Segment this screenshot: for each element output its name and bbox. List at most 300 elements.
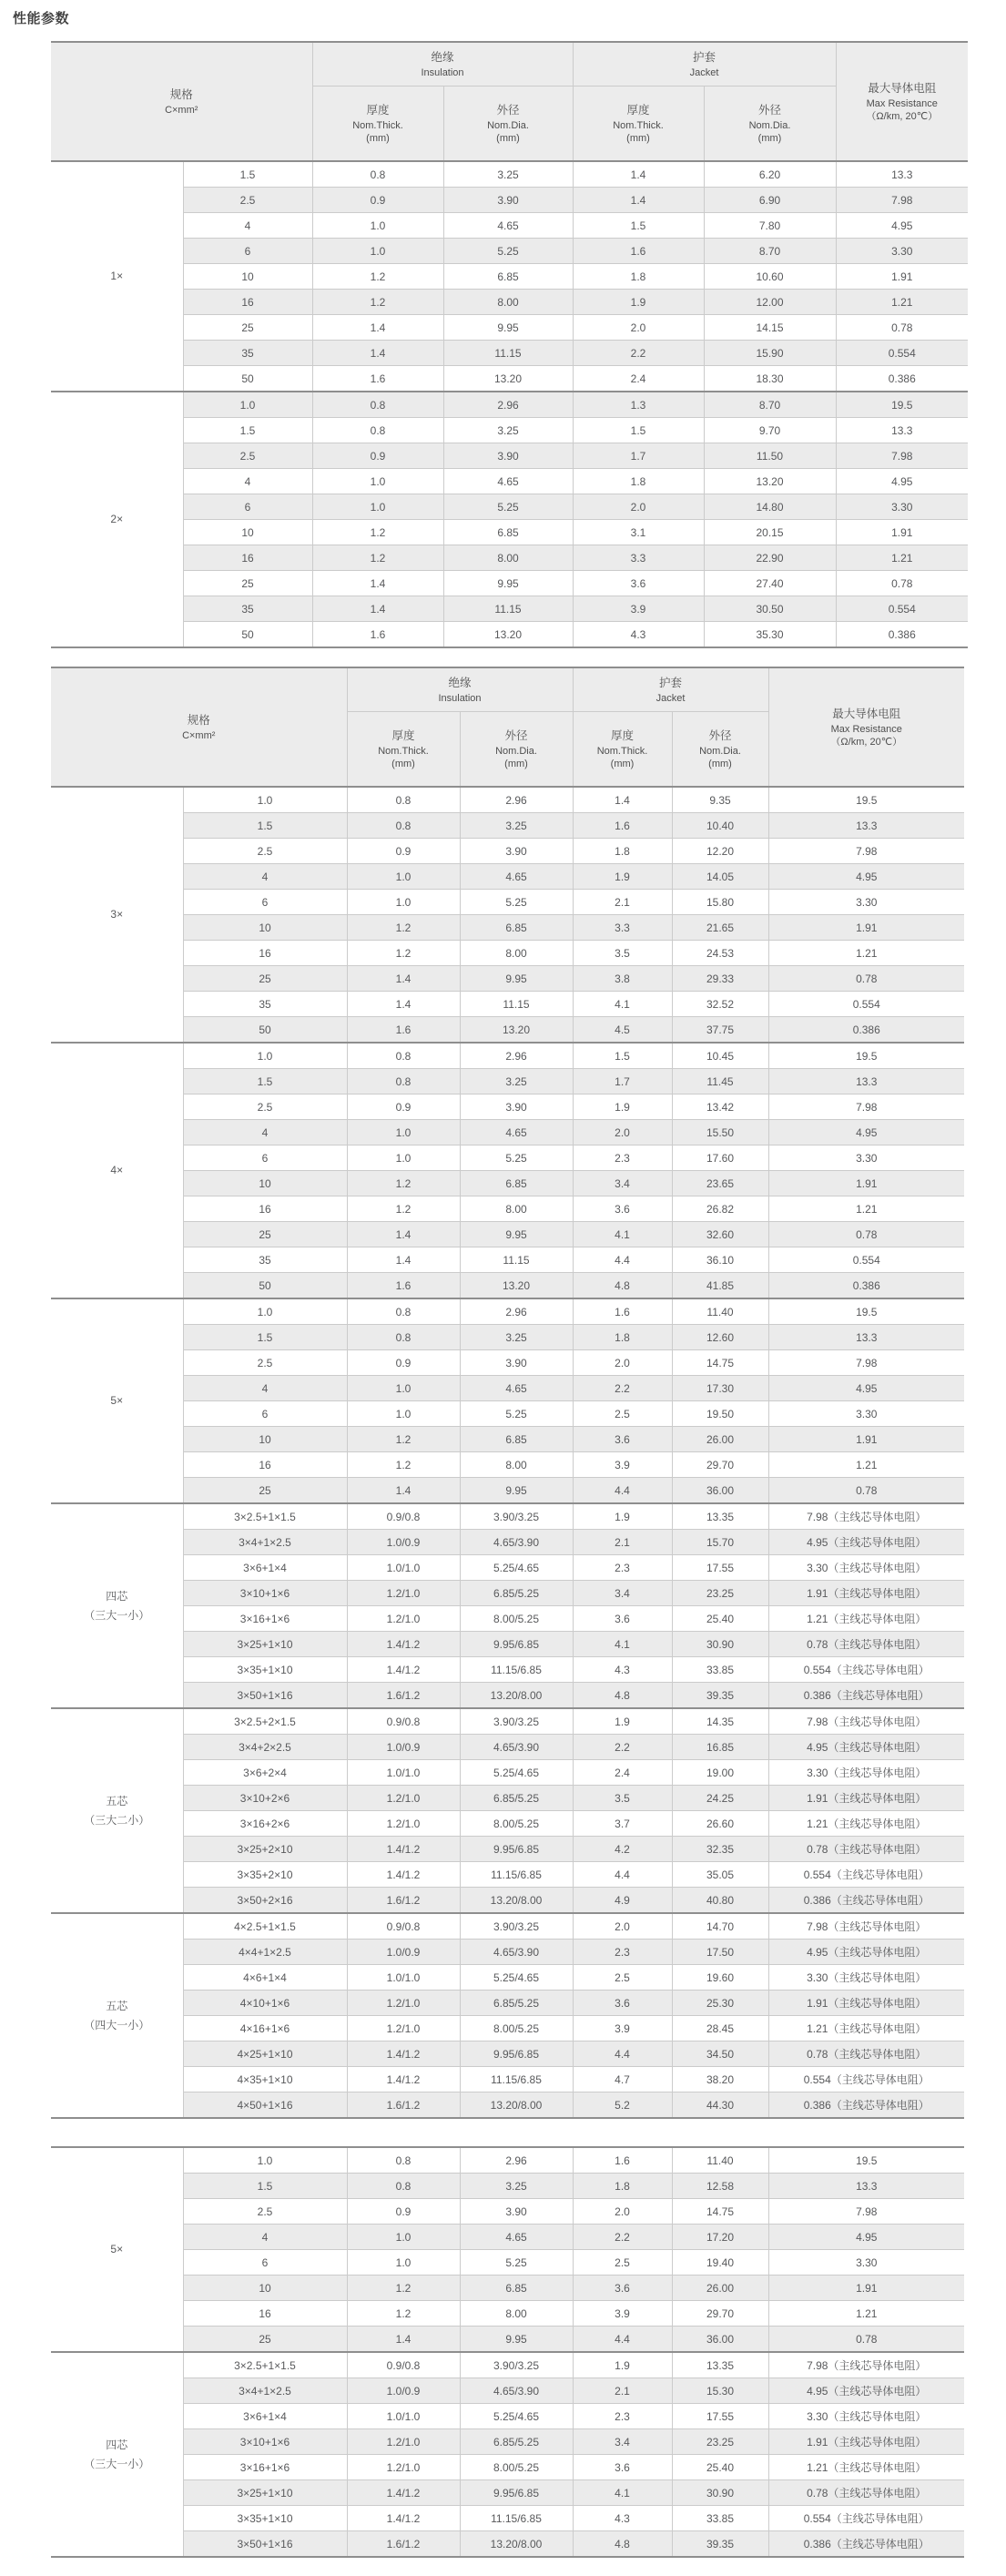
spec-size-cell: 4×16+1×6 xyxy=(183,2016,347,2041)
insulation-dia-cell: 5.25/4.65 xyxy=(460,1965,573,1991)
table-row xyxy=(51,520,968,545)
section-label-cell: 5× xyxy=(51,1298,183,1503)
insulation-dia-cell: 6.85 xyxy=(460,915,573,941)
max-resistance-cell: 0.554（主线芯导体电阻） xyxy=(768,2067,964,2092)
max-resistance-cell: 1.21 xyxy=(768,1196,964,1222)
insulation-dia-cell: 2.96 xyxy=(460,2147,573,2174)
insulation-dia-cell: 11.15 xyxy=(460,1247,573,1273)
jacket-dia-cell: 17.55 xyxy=(672,2404,768,2429)
max-resistance-cell: 13.3 xyxy=(768,1325,964,1350)
table-row xyxy=(51,2147,964,2174)
table-row xyxy=(51,1581,964,1606)
max-resistance-cell: 0.78（主线芯导体电阻） xyxy=(768,2041,964,2067)
jacket-dia-cell: 17.55 xyxy=(672,1555,768,1581)
insulation-thickness-cell: 0.9/0.8 xyxy=(347,1503,460,1530)
spec-size-cell: 1.0 xyxy=(183,1043,347,1069)
insulation-dia-cell: 4.65 xyxy=(443,213,573,239)
table-row xyxy=(51,290,968,315)
max-resistance-cell: 0.554（主线芯导体电阻） xyxy=(768,1657,964,1683)
insulation-dia-cell: 6.85/5.25 xyxy=(460,1991,573,2016)
jacket-thickness-cell: 2.3 xyxy=(573,1940,672,1965)
insulation-thickness-cell: 0.9 xyxy=(347,1350,460,1376)
insulation-thickness-header: 厚度 Nom.Thick. (mm) xyxy=(347,712,460,788)
max-resistance-cell: 13.3 xyxy=(836,418,968,443)
insulation-thickness-cell: 1.2/1.0 xyxy=(347,1991,460,2016)
table-row xyxy=(51,2067,964,2092)
jacket-thickness-cell: 2.2 xyxy=(573,1735,672,1760)
insulation-dia-cell: 11.15/6.85 xyxy=(460,2506,573,2531)
insulation-thickness-cell: 0.8 xyxy=(347,787,460,813)
jacket-thickness-cell: 1.8 xyxy=(573,1325,672,1350)
jacket-dia-cell: 33.85 xyxy=(672,1657,768,1683)
table-row xyxy=(51,2327,964,2353)
spec-size-cell: 3×35+1×10 xyxy=(183,2506,347,2531)
spec-size-cell: 35 xyxy=(183,1247,347,1273)
table-row xyxy=(51,1632,964,1657)
table-row xyxy=(51,1273,964,1299)
spec-size-cell: 1.0 xyxy=(183,392,312,418)
jacket-thickness-cell: 4.8 xyxy=(573,1273,672,1299)
jacket-thickness-cell: 1.8 xyxy=(573,469,704,494)
jacket-dia-cell: 14.75 xyxy=(672,2199,768,2225)
spec-size-cell: 4 xyxy=(183,469,312,494)
spec-size-cell: 3×2.5+1×1.5 xyxy=(183,2352,347,2378)
section-label-cell: 四芯 （三大一小） xyxy=(51,1503,183,1708)
insulation-thickness-cell: 1.6/1.2 xyxy=(347,2092,460,2119)
insulation-dia-cell: 3.90 xyxy=(443,443,573,469)
spec-size-cell: 2.5 xyxy=(183,839,347,864)
insulation-thickness-cell: 1.6/1.2 xyxy=(347,2531,460,2558)
jacket-dia-cell: 24.53 xyxy=(672,941,768,966)
spec-size-cell: 1.5 xyxy=(183,161,312,188)
spec-size-cell: 1.0 xyxy=(183,2147,347,2174)
jacket-thickness-cell: 3.4 xyxy=(573,2429,672,2455)
insulation-thickness-cell: 0.8 xyxy=(347,1069,460,1095)
jacket-thickness-cell: 4.7 xyxy=(573,2067,672,2092)
max-resistance-cell: 3.30（主线芯导体电阻） xyxy=(768,1555,964,1581)
insulation-dia-cell: 3.90 xyxy=(443,188,573,213)
insulation-thickness-cell: 0.9/0.8 xyxy=(347,2352,460,2378)
table-header xyxy=(51,42,968,161)
section-label-cell: 4× xyxy=(51,1043,183,1298)
table-row xyxy=(51,1530,964,1555)
jacket-thickness-cell: 4.9 xyxy=(573,1888,672,1914)
spec-size-cell: 3×6+1×4 xyxy=(183,1555,347,1581)
insulation-thickness-cell: 1.0/1.0 xyxy=(347,1965,460,1991)
table-row xyxy=(51,392,968,418)
jacket-dia-cell: 15.30 xyxy=(672,2378,768,2404)
insulation-thickness-header: 厚度 Nom.Thick. (mm) xyxy=(312,87,443,162)
jacket-dia-cell: 10.45 xyxy=(672,1043,768,1069)
jacket-dia-cell: 35.05 xyxy=(672,1862,768,1888)
max-resistance-cell: 0.78（主线芯导体电阻） xyxy=(768,1837,964,1862)
table-row xyxy=(51,1888,964,1914)
jacket-thickness-cell: 1.6 xyxy=(573,1298,672,1325)
spec-size-cell: 3×50+1×16 xyxy=(183,2531,347,2558)
spec-size-cell: 3×35+2×10 xyxy=(183,1862,347,1888)
jacket-dia-cell: 15.50 xyxy=(672,1120,768,1145)
insulation-dia-cell: 11.15 xyxy=(443,596,573,622)
insulation-dia-cell: 4.65/3.90 xyxy=(460,1735,573,1760)
insulation-thickness-cell: 1.0/1.0 xyxy=(347,1760,460,1786)
jacket-dia-cell: 26.00 xyxy=(672,2276,768,2301)
table-row xyxy=(51,2225,964,2250)
insulation-dia-cell: 6.85 xyxy=(460,2276,573,2301)
table-row xyxy=(51,1069,964,1095)
jacket-thickness-cell: 3.9 xyxy=(573,2016,672,2041)
table-row xyxy=(51,2092,964,2119)
jacket-dia-cell: 6.90 xyxy=(704,188,836,213)
spec-size-cell: 6 xyxy=(183,890,347,915)
jacket-dia-cell: 13.35 xyxy=(672,2352,768,2378)
jacket-thickness-cell: 1.6 xyxy=(573,813,672,839)
insulation-thickness-cell: 1.4 xyxy=(347,1247,460,1273)
spec-size-cell: 1.5 xyxy=(183,2174,347,2199)
jacket-dia-cell: 18.30 xyxy=(704,366,836,392)
insulation-thickness-cell: 1.2 xyxy=(347,1427,460,1452)
insulation-thickness-cell: 1.2/1.0 xyxy=(347,2455,460,2480)
jacket-thickness-cell: 1.6 xyxy=(573,239,704,264)
jacket-thickness-cell: 1.9 xyxy=(573,864,672,890)
jacket-thickness-cell: 2.0 xyxy=(573,1913,672,1940)
table-row xyxy=(51,2480,964,2506)
spec-size-cell: 3×16+1×6 xyxy=(183,2455,347,2480)
spec-size-cell: 1.0 xyxy=(183,1298,347,1325)
table-row xyxy=(51,469,968,494)
insulation-dia-cell: 11.15/6.85 xyxy=(460,2067,573,2092)
spec-size-cell: 16 xyxy=(183,2301,347,2327)
insulation-dia-header: 外径 Nom.Dia. (mm) xyxy=(460,712,573,788)
spec-size-cell: 10 xyxy=(183,1171,347,1196)
max-resistance-cell: 0.554（主线芯导体电阻） xyxy=(768,2506,964,2531)
insulation-dia-cell: 9.95 xyxy=(460,1478,573,1504)
insulation-dia-cell: 4.65 xyxy=(443,469,573,494)
max-resistance-cell: 1.91 xyxy=(836,264,968,290)
spec-size-cell: 3×10+1×6 xyxy=(183,2429,347,2455)
table-row xyxy=(51,1837,964,1862)
table-row xyxy=(51,890,964,915)
spec-size-cell: 2.5 xyxy=(183,1350,347,1376)
jacket-dia-cell: 9.70 xyxy=(704,418,836,443)
table-row xyxy=(51,1965,964,1991)
insulation-thickness-cell: 0.9 xyxy=(312,188,443,213)
jacket-dia-cell: 15.90 xyxy=(704,341,836,366)
insulation-thickness-cell: 1.2 xyxy=(347,1452,460,1478)
max-resistance-cell: 0.554 xyxy=(768,992,964,1017)
jacket-dia-cell: 12.20 xyxy=(672,839,768,864)
jacket-thickness-cell: 4.4 xyxy=(573,2327,672,2353)
spec-size-cell: 4×50+1×16 xyxy=(183,2092,347,2119)
table-row xyxy=(51,596,968,622)
insulation-dia-cell: 5.25 xyxy=(460,2250,573,2276)
jacket-thickness-cell: 2.0 xyxy=(573,2199,672,2225)
max-resistance-cell: 19.5 xyxy=(768,787,964,813)
max-resistance-cell: 0.78 xyxy=(836,315,968,341)
insulation-dia-cell: 3.90 xyxy=(460,839,573,864)
spec-size-cell: 3×6+1×4 xyxy=(183,2404,347,2429)
table-row xyxy=(51,315,968,341)
insulation-thickness-cell: 1.2 xyxy=(312,264,443,290)
jacket-thickness-cell: 1.5 xyxy=(573,213,704,239)
insulation-dia-cell: 3.90/3.25 xyxy=(460,1503,573,1530)
table-row xyxy=(51,239,968,264)
jacket-dia-cell: 19.50 xyxy=(672,1401,768,1427)
table-row xyxy=(51,864,964,890)
table-row xyxy=(51,366,968,392)
spec-size-cell: 25 xyxy=(183,315,312,341)
table-row xyxy=(51,1452,964,1478)
spec-header: 规格 C×mm² xyxy=(51,667,347,787)
spec-size-cell: 25 xyxy=(183,1222,347,1247)
jacket-thickness-cell: 3.3 xyxy=(573,915,672,941)
spec-size-cell: 4 xyxy=(183,213,312,239)
max-resistance-cell: 4.95（主线芯导体电阻） xyxy=(768,2378,964,2404)
jacket-dia-cell: 19.00 xyxy=(672,1760,768,1786)
jacket-dia-cell: 36.00 xyxy=(672,1478,768,1504)
jacket-dia-cell: 20.15 xyxy=(704,520,836,545)
jacket-thickness-cell: 3.6 xyxy=(573,2455,672,2480)
jacket-thickness-cell: 1.7 xyxy=(573,443,704,469)
spec-size-cell: 4 xyxy=(183,2225,347,2250)
insulation-thickness-cell: 0.9/0.8 xyxy=(347,1913,460,1940)
table-row xyxy=(51,966,964,992)
insulation-dia-cell: 3.25 xyxy=(443,418,573,443)
jacket-thickness-cell: 3.5 xyxy=(573,941,672,966)
insulation-thickness-cell: 1.2 xyxy=(347,941,460,966)
spec-size-cell: 16 xyxy=(183,290,312,315)
table-row xyxy=(51,1735,964,1760)
insulation-thickness-cell: 0.8 xyxy=(347,1325,460,1350)
spec-size-cell: 3×2.5+1×1.5 xyxy=(183,1503,347,1530)
max-resistance-cell: 0.386 xyxy=(768,1017,964,1044)
insulation-dia-cell: 3.25 xyxy=(443,161,573,188)
table-row xyxy=(51,1171,964,1196)
max-resistance-cell: 3.30 xyxy=(768,890,964,915)
insulation-thickness-cell: 1.0 xyxy=(347,864,460,890)
max-resistance-cell: 13.3 xyxy=(768,813,964,839)
table-row xyxy=(51,2531,964,2558)
spec-size-cell: 6 xyxy=(183,239,312,264)
jacket-dia-cell: 17.30 xyxy=(672,1376,768,1401)
max-resistance-cell: 19.5 xyxy=(768,2147,964,2174)
jacket-thickness-cell: 4.4 xyxy=(573,1478,672,1504)
jacket-thickness-cell: 1.9 xyxy=(573,290,704,315)
max-resistance-cell: 3.30 xyxy=(836,494,968,520)
spec-size-cell: 25 xyxy=(183,1478,347,1504)
insulation-thickness-cell: 1.0 xyxy=(312,469,443,494)
max-resistance-cell: 19.5 xyxy=(768,1298,964,1325)
jacket-thickness-header: 厚度 Nom.Thick. (mm) xyxy=(573,712,672,788)
insulation-dia-cell: 11.15 xyxy=(460,992,573,1017)
max-resistance-cell: 0.78 xyxy=(768,2327,964,2353)
insulation-dia-cell: 8.00 xyxy=(443,545,573,571)
jacket-dia-cell: 16.85 xyxy=(672,1735,768,1760)
table-row xyxy=(51,1196,964,1222)
max-resistance-cell: 0.386（主线芯导体电阻） xyxy=(768,2092,964,2119)
insulation-thickness-cell: 1.2 xyxy=(347,915,460,941)
insulation-thickness-cell: 0.8 xyxy=(347,1298,460,1325)
table-row xyxy=(51,2429,964,2455)
table-row xyxy=(51,813,964,839)
insulation-dia-cell: 8.00/5.25 xyxy=(460,1811,573,1837)
table-row xyxy=(51,787,964,813)
insulation-dia-cell: 11.15/6.85 xyxy=(460,1862,573,1888)
spec-size-cell: 3×25+2×10 xyxy=(183,1837,347,1862)
jacket-group-header: 护套 Jacket xyxy=(573,42,836,87)
table-row xyxy=(51,2352,964,2378)
jacket-dia-cell: 23.65 xyxy=(672,1171,768,1196)
insulation-dia-cell: 8.00/5.25 xyxy=(460,2455,573,2480)
max-resistance-cell: 0.386 xyxy=(836,622,968,648)
insulation-thickness-cell: 0.9 xyxy=(347,1095,460,1120)
table-row xyxy=(51,1376,964,1401)
max-resistance-cell: 1.21 xyxy=(836,290,968,315)
insulation-dia-cell: 5.25 xyxy=(460,1145,573,1171)
insulation-thickness-cell: 0.8 xyxy=(347,1043,460,1069)
insulation-thickness-cell: 1.4 xyxy=(312,341,443,366)
insulation-thickness-cell: 1.4 xyxy=(347,2327,460,2353)
jacket-dia-cell: 12.60 xyxy=(672,1325,768,1350)
insulation-thickness-cell: 1.2/1.0 xyxy=(347,1786,460,1811)
spec-size-cell: 2.5 xyxy=(183,188,312,213)
jacket-dia-cell: 36.10 xyxy=(672,1247,768,1273)
table-row xyxy=(51,1427,964,1452)
table-body xyxy=(51,161,968,647)
insulation-thickness-cell: 1.0 xyxy=(347,2225,460,2250)
table-row xyxy=(51,2506,964,2531)
max-resistance-cell: 1.91 xyxy=(768,1171,964,1196)
max-resistance-cell: 4.95 xyxy=(836,469,968,494)
jacket-dia-cell: 37.75 xyxy=(672,1017,768,1044)
insulation-dia-cell: 6.85 xyxy=(460,1427,573,1452)
jacket-dia-cell: 21.65 xyxy=(672,915,768,941)
jacket-thickness-cell: 1.9 xyxy=(573,2352,672,2378)
table-row xyxy=(51,2016,964,2041)
insulation-thickness-cell: 1.0 xyxy=(347,1145,460,1171)
spec-size-cell: 10 xyxy=(183,520,312,545)
insulation-thickness-cell: 1.2 xyxy=(312,290,443,315)
insulation-thickness-cell: 1.2 xyxy=(312,545,443,571)
jacket-thickness-cell: 2.3 xyxy=(573,1145,672,1171)
spec-size-cell: 6 xyxy=(183,2250,347,2276)
jacket-thickness-cell: 4.3 xyxy=(573,622,704,648)
insulation-dia-cell: 2.96 xyxy=(460,1298,573,1325)
jacket-dia-cell: 24.25 xyxy=(672,1786,768,1811)
jacket-dia-cell: 30.90 xyxy=(672,2480,768,2506)
jacket-thickness-cell: 1.9 xyxy=(573,1095,672,1120)
insulation-thickness-cell: 1.2 xyxy=(347,2301,460,2327)
jacket-thickness-cell: 4.1 xyxy=(573,992,672,1017)
insulation-thickness-cell: 1.4/1.2 xyxy=(347,1862,460,1888)
insulation-thickness-cell: 1.2/1.0 xyxy=(347,2016,460,2041)
insulation-dia-cell: 6.85 xyxy=(443,520,573,545)
jacket-thickness-cell: 3.6 xyxy=(573,2276,672,2301)
insulation-thickness-cell: 1.4 xyxy=(347,1478,460,1504)
max-resistance-cell: 3.30（主线芯导体电阻） xyxy=(768,2404,964,2429)
insulation-thickness-cell: 1.0 xyxy=(347,1120,460,1145)
spec-size-cell: 10 xyxy=(183,2276,347,2301)
jacket-thickness-cell: 2.2 xyxy=(573,2225,672,2250)
table-row xyxy=(51,1222,964,1247)
jacket-thickness-cell: 3.1 xyxy=(573,520,704,545)
insulation-dia-cell: 13.20 xyxy=(460,1273,573,1299)
max-resistance-header: 最大导体电阻 Max Resistance （Ω/km, 20℃） xyxy=(836,42,968,161)
max-resistance-cell: 4.95（主线芯导体电阻） xyxy=(768,1530,964,1555)
table-row xyxy=(51,1503,964,1530)
insulation-dia-cell: 4.65/3.90 xyxy=(460,2378,573,2404)
spec-size-cell: 16 xyxy=(183,545,312,571)
jacket-thickness-cell: 3.4 xyxy=(573,1581,672,1606)
jacket-thickness-cell: 3.9 xyxy=(573,596,704,622)
table-row xyxy=(51,1862,964,1888)
page-title: 性能参数 xyxy=(13,11,70,26)
jacket-thickness-cell: 4.4 xyxy=(573,1862,672,1888)
max-resistance-cell: 3.30 xyxy=(836,239,968,264)
insulation-dia-cell: 6.85 xyxy=(443,264,573,290)
spec-size-cell: 4×2.5+1×1.5 xyxy=(183,1913,347,1940)
insulation-dia-cell: 8.00 xyxy=(460,2301,573,2327)
max-resistance-cell: 3.30（主线芯导体电阻） xyxy=(768,1760,964,1786)
spec-size-cell: 3×25+1×10 xyxy=(183,2480,347,2506)
max-resistance-cell: 3.30（主线芯导体电阻） xyxy=(768,1965,964,1991)
jacket-dia-cell: 13.42 xyxy=(672,1095,768,1120)
insulation-thickness-cell: 0.8 xyxy=(347,813,460,839)
table-row xyxy=(51,1247,964,1273)
jacket-dia-header: 外径 Nom.Dia. (mm) xyxy=(672,712,768,788)
insulation-dia-cell: 3.90 xyxy=(460,1095,573,1120)
jacket-dia-cell: 25.30 xyxy=(672,1991,768,2016)
insulation-thickness-cell: 1.6 xyxy=(347,1017,460,1044)
max-resistance-cell: 0.78 xyxy=(836,571,968,596)
section-label-cell: 四芯 （三大一小） xyxy=(51,2352,183,2557)
jacket-dia-cell: 14.05 xyxy=(672,864,768,890)
insulation-thickness-cell: 1.0/0.9 xyxy=(347,1530,460,1555)
table-row xyxy=(51,341,968,366)
insulation-dia-cell: 9.95/6.85 xyxy=(460,1837,573,1862)
insulation-thickness-cell: 0.8 xyxy=(312,161,443,188)
jacket-thickness-cell: 3.3 xyxy=(573,545,704,571)
insulation-dia-cell: 13.20/8.00 xyxy=(460,2531,573,2558)
insulation-thickness-cell: 1.6/1.2 xyxy=(347,1888,460,1914)
insulation-dia-cell: 11.15 xyxy=(443,341,573,366)
max-resistance-cell: 7.98 xyxy=(768,1095,964,1120)
table-row xyxy=(51,1760,964,1786)
spec-size-cell: 3×50+2×16 xyxy=(183,1888,347,1914)
table-row xyxy=(51,1017,964,1044)
spec-size-cell: 4×10+1×6 xyxy=(183,1991,347,2016)
insulation-thickness-cell: 0.8 xyxy=(347,2147,460,2174)
insulation-dia-cell: 3.25 xyxy=(460,1325,573,1350)
table-row xyxy=(51,2174,964,2199)
insulation-dia-cell: 9.95 xyxy=(443,315,573,341)
insulation-dia-cell: 9.95 xyxy=(460,2327,573,2353)
insulation-group-header: 绝缘 Insulation xyxy=(312,42,573,87)
max-resistance-cell: 7.98 xyxy=(768,839,964,864)
jacket-thickness-cell: 4.3 xyxy=(573,1657,672,1683)
table-row xyxy=(51,839,964,864)
jacket-thickness-cell: 4.5 xyxy=(573,1017,672,1044)
max-resistance-cell: 7.98（主线芯导体电阻） xyxy=(768,1503,964,1530)
insulation-dia-cell: 4.65 xyxy=(460,2225,573,2250)
insulation-thickness-cell: 1.6 xyxy=(347,1273,460,1299)
insulation-thickness-cell: 1.0/0.9 xyxy=(347,1735,460,1760)
max-resistance-cell: 4.95（主线芯导体电阻） xyxy=(768,1940,964,1965)
max-resistance-cell: 13.3 xyxy=(768,1069,964,1095)
insulation-dia-cell: 8.00 xyxy=(460,1452,573,1478)
jacket-thickness-cell: 4.4 xyxy=(573,1247,672,1273)
insulation-dia-cell: 5.25 xyxy=(460,890,573,915)
jacket-dia-cell: 29.70 xyxy=(672,1452,768,1478)
